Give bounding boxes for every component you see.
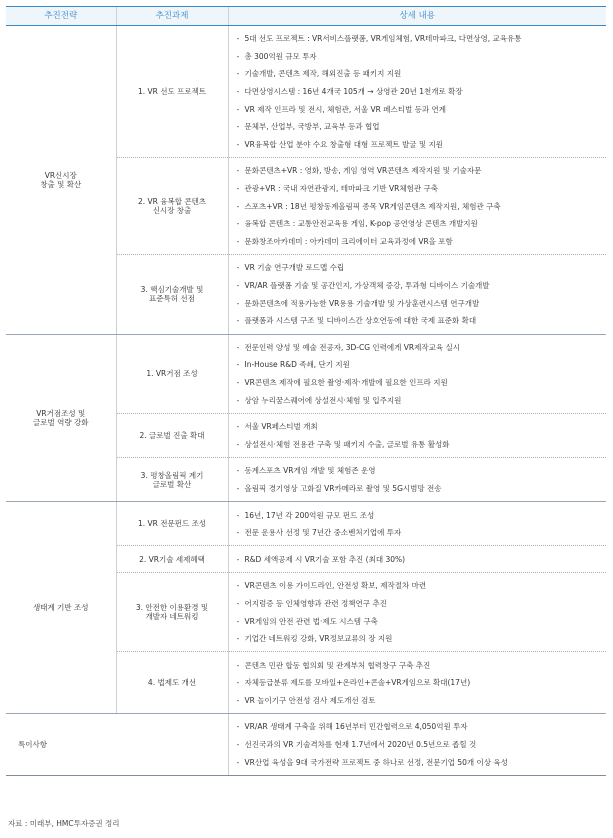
detail-line bbox=[237, 294, 607, 312]
detail-cell bbox=[228, 714, 606, 776]
detail-cell bbox=[228, 413, 606, 457]
detail-line bbox=[237, 233, 607, 251]
detail-text: 어지럼증 등 인체영향과 관련 정책연구 추진 bbox=[244, 598, 387, 608]
bullet-dash: - bbox=[236, 342, 240, 352]
detail-text: 문화콘텐츠에 적용가능한 VR용용 기술개발 및 가상훈련시스템 연구개발 bbox=[244, 298, 480, 308]
detail-text: VR콘텐츠 이용 가이드라인, 안전성 확보, 제작절차 마련 bbox=[244, 581, 427, 591]
detail-text: 총 300억원 규모 투자 bbox=[244, 51, 317, 61]
bullet-dash: - bbox=[236, 219, 240, 229]
detail-text: 16년, 17년 각 200억원 규모 펀드 조성 bbox=[244, 510, 375, 520]
table-row bbox=[6, 334, 606, 413]
detail-text: VR 제작 인프라 및 전시, 체험관, 서울 VR 페스티벌 등과 연계 bbox=[244, 104, 446, 114]
bullet-dash: - bbox=[236, 69, 240, 79]
task-cell-label: 3. 평창올림픽 계기 글로벌 확산 bbox=[140, 470, 204, 489]
detail-text: 문체부, 산업부, 국방부, 교육부 등과 협업 bbox=[244, 122, 380, 132]
detail-cell bbox=[228, 502, 606, 546]
bullet-dash: - bbox=[236, 678, 240, 688]
bullet-dash: - bbox=[236, 581, 240, 591]
detail-line bbox=[237, 506, 607, 524]
detail-line bbox=[237, 356, 607, 374]
detail-line bbox=[237, 692, 607, 710]
detail-text: 문화콘텐츠+VR : 영화, 방송, 게임 영역 VR콘텐츠 제작지원 및 기술자문 bbox=[244, 166, 482, 176]
detail-text: 전문 운용사 선정 및 7년간 중소벤처기업에 투자 bbox=[244, 528, 402, 538]
bullet-dash: - bbox=[236, 660, 240, 670]
detail-line bbox=[237, 65, 607, 83]
source-note: 자료 : 미래부, HMC투자증권 정리 bbox=[8, 819, 120, 828]
strategy-cell bbox=[6, 502, 116, 714]
table-row bbox=[6, 502, 606, 546]
detail-text: 기술개발, 콘텐츠 제작, 해외진출 등 패키지 지원 bbox=[244, 69, 402, 79]
bullet-dash: - bbox=[236, 510, 240, 520]
detail-line bbox=[237, 462, 607, 480]
detail-line bbox=[237, 480, 607, 498]
task-cell-label: 1. VR거점 조성 bbox=[146, 369, 198, 379]
bullet-dash: - bbox=[236, 104, 240, 114]
detail-text: 문화창조아카데미 : 아카데미 크리에이터 교육과정에 VR을 포함 bbox=[244, 236, 453, 246]
detail-line bbox=[237, 736, 607, 754]
detail-text: VR콘텐츠 제작에 필요한 촬영·제작·개발에 필요한 인프라 지원 bbox=[244, 377, 448, 387]
detail-text: 다면상영시스템 : 16년 4개국 105개 → 상영관 20년 1천개로 확장 bbox=[244, 87, 463, 97]
detail-line bbox=[237, 435, 607, 453]
bullet-dash: - bbox=[236, 395, 240, 405]
detail-text: 플랫폼과 시스템 구조 및 디바이스간 상호연동에 대한 국제 표준화 확대 bbox=[244, 316, 477, 326]
special-row bbox=[6, 714, 606, 776]
strategy-cell-label: 생태계 기반 조성 bbox=[33, 603, 89, 613]
bullet-dash: - bbox=[236, 695, 240, 705]
bullet-dash: - bbox=[236, 483, 240, 493]
task-cell-label: 3. 핵심기술개발 및 표준특허 선점 bbox=[140, 285, 204, 304]
detail-text: 콘텐츠 민관 합동 협의회 및 관계부처 협력창구 구축 추진 bbox=[244, 660, 431, 670]
bullet-dash: - bbox=[236, 722, 240, 732]
special-cell bbox=[6, 714, 228, 776]
detail-text: R&D 세액공제 시 VR기술 포함 추진 (최대 30%) bbox=[244, 554, 406, 564]
task-cell bbox=[116, 502, 228, 546]
task-cell bbox=[116, 26, 228, 158]
detail-line bbox=[237, 612, 607, 630]
detail-text: 5대 선도 프로젝트 : VR서비스플랫폼, VR게임체험, VR테마파크, 다면상영, 교육유통 bbox=[244, 34, 522, 44]
bullet-dash: - bbox=[236, 598, 240, 608]
bullet-dash: - bbox=[236, 740, 240, 750]
bullet-dash: - bbox=[236, 422, 240, 432]
vr-strategy-table bbox=[6, 6, 606, 776]
header-task: 추진과제 bbox=[116, 7, 228, 26]
detail-line bbox=[237, 577, 607, 595]
detail-line bbox=[237, 30, 607, 48]
bullet-dash: - bbox=[236, 263, 240, 273]
task-cell-label: 2. VR기술 세제혜택 bbox=[139, 554, 205, 564]
strategy-cell-label: VR거점조성 및 글로벌 역량 강화 bbox=[33, 408, 89, 427]
detail-text: VR산업 육성을 9대 국가전략 프로젝트 중 하나로 선정, 전문기업 50개 이상 육성 bbox=[244, 757, 508, 767]
bullet-dash: - bbox=[236, 51, 240, 61]
detail-line bbox=[237, 83, 607, 101]
detail-text: 상암 누리꿈스퀘어에 상설전시·체험 및 입주지원 bbox=[244, 395, 402, 405]
detail-text: VR 놀이기구 안전성 검사 제도개선 검토 bbox=[244, 695, 376, 705]
detail-line bbox=[237, 391, 607, 409]
detail-line bbox=[237, 100, 607, 118]
detail-line bbox=[237, 418, 607, 436]
task-cell bbox=[116, 413, 228, 457]
detail-text: 올림픽 경기영상 고화질 VR카메라로 촬영 및 5G시범망 전송 bbox=[244, 483, 442, 493]
detail-text: 전문인력 양성 및 예술 전공자, 3D-CG 인력에게 VR제작교육 실시 bbox=[244, 342, 460, 352]
task-cell bbox=[116, 546, 228, 573]
bullet-dash: - bbox=[236, 236, 240, 246]
bullet-dash: - bbox=[236, 281, 240, 291]
detail-line bbox=[237, 312, 607, 330]
task-cell-label: 4. 법제도 개선 bbox=[147, 678, 197, 688]
strategy-cell bbox=[6, 26, 116, 335]
table-row bbox=[6, 26, 606, 158]
bullet-dash: - bbox=[236, 87, 240, 97]
detail-line bbox=[237, 753, 607, 771]
detail-cell bbox=[228, 26, 606, 158]
bullet-dash: - bbox=[236, 201, 240, 211]
detail-text: VR/AR 플랫폼 기술 및 공간인지, 가상객체 증강, 투과형 디바이스 기술개발 bbox=[244, 281, 490, 291]
detail-text: VR/AR 생태계 구축을 위해 16년부터 민간협력으로 4,050억원 투자 bbox=[244, 722, 468, 732]
bullet-dash: - bbox=[236, 616, 240, 626]
bullet-dash: - bbox=[236, 377, 240, 387]
detail-line bbox=[237, 656, 607, 674]
task-cell-label: 1. VR 전문펀드 조성 bbox=[137, 519, 207, 529]
detail-text: 스포츠+VR : 18년 평창동계올림픽 종목 VR게임콘텐츠 제작지원, 체험관 구축 bbox=[244, 201, 501, 211]
special-cell-label: 특이사항 bbox=[18, 740, 47, 750]
task-cell bbox=[116, 158, 228, 255]
bullet-dash: - bbox=[236, 316, 240, 326]
table-header-row bbox=[6, 7, 606, 26]
detail-line bbox=[237, 180, 607, 198]
task-cell-label: 2. VR 융복합 콘텐츠 신시장 창출 bbox=[137, 197, 207, 216]
detail-line bbox=[237, 48, 607, 66]
detail-text: 서울 VR페스티벌 개최 bbox=[244, 422, 318, 432]
detail-text: 상설전시·체험 전용관 구축 및 패키지 수출, 글로벌 유통 활성화 bbox=[244, 439, 450, 449]
detail-line bbox=[237, 162, 607, 180]
task-cell bbox=[116, 334, 228, 413]
detail-line bbox=[237, 339, 607, 357]
detail-cell bbox=[228, 255, 606, 334]
detail-line bbox=[237, 524, 607, 542]
detail-cell bbox=[228, 546, 606, 573]
detail-cell bbox=[228, 573, 606, 652]
bullet-dash: - bbox=[236, 298, 240, 308]
detail-line bbox=[237, 550, 607, 568]
strategy-cell-label: VR신시장 창출 및 확산 bbox=[40, 170, 82, 189]
detail-text: 자체등급분류 제도를 모바일+온라인+콘솔+VR게임으로 확대(17년) bbox=[244, 678, 471, 688]
bullet-dash: - bbox=[236, 439, 240, 449]
detail-line bbox=[237, 595, 607, 613]
bullet-dash: - bbox=[236, 122, 240, 132]
bullet-dash: - bbox=[236, 554, 240, 564]
task-cell-label: 2. 글로벌 진출 확대 bbox=[139, 430, 205, 440]
task-cell-label: 1. VR 선도 프로젝트 bbox=[137, 87, 207, 97]
detail-cell bbox=[228, 652, 606, 714]
task-cell bbox=[116, 573, 228, 652]
detail-text: 기업간 네트워킹 강화, VR정보교류의 장 지원 bbox=[244, 634, 393, 644]
detail-text: In-House R&D 족쇄, 단기 지원 bbox=[244, 360, 350, 370]
bullet-dash: - bbox=[236, 360, 240, 370]
task-cell-label: 3. 안전한 이용환경 및 개발자 네트워킹 bbox=[135, 603, 209, 622]
detail-text: 관광+VR : 국내 자연관광지, 테마파크 기반 VR체험관 구축 bbox=[244, 184, 438, 194]
detail-line bbox=[237, 215, 607, 233]
detail-text: VR게임의 안전 관련 법·제도 시스템 구축 bbox=[244, 616, 378, 626]
task-cell bbox=[116, 255, 228, 334]
bullet-dash: - bbox=[236, 757, 240, 767]
detail-line bbox=[237, 136, 607, 154]
bullet-dash: - bbox=[236, 184, 240, 194]
detail-text: 융복합 콘텐츠 : 교통안전교육용 게임, K-pop 공연영상 콘텐츠 개발지원 bbox=[244, 219, 478, 229]
detail-line bbox=[237, 374, 607, 392]
detail-cell bbox=[228, 458, 606, 502]
bullet-dash: - bbox=[236, 34, 240, 44]
bullet-dash: - bbox=[236, 634, 240, 644]
bullet-dash: - bbox=[236, 528, 240, 538]
detail-text: VR 기술 연구개발 로드맵 수립 bbox=[244, 263, 345, 273]
header-detail: 상세 내용 bbox=[228, 7, 606, 26]
detail-line bbox=[237, 259, 607, 277]
detail-line bbox=[237, 118, 607, 136]
detail-cell bbox=[228, 334, 606, 413]
detail-line bbox=[237, 277, 607, 295]
strategy-cell bbox=[6, 334, 116, 502]
detail-text: 동계스포츠 VR게임 개발 및 체험존 운영 bbox=[244, 466, 376, 476]
bullet-dash: - bbox=[236, 466, 240, 476]
detail-text: VR융복합 산업 분야 수요 창출형 대형 프로젝트 발굴 및 지원 bbox=[244, 139, 443, 149]
task-cell bbox=[116, 652, 228, 714]
task-cell bbox=[116, 458, 228, 502]
bullet-dash: - bbox=[236, 139, 240, 149]
detail-cell bbox=[228, 158, 606, 255]
bullet-dash: - bbox=[236, 166, 240, 176]
detail-line bbox=[237, 630, 607, 648]
detail-line bbox=[237, 718, 607, 736]
detail-line bbox=[237, 674, 607, 692]
detail-line bbox=[237, 197, 607, 215]
detail-text: 선진국과의 VR 기술격차를 현재 1.7년에서 2020년 0.5년으로 좁힐 것 bbox=[244, 740, 477, 750]
header-strategy: 추진전략 bbox=[6, 7, 116, 26]
